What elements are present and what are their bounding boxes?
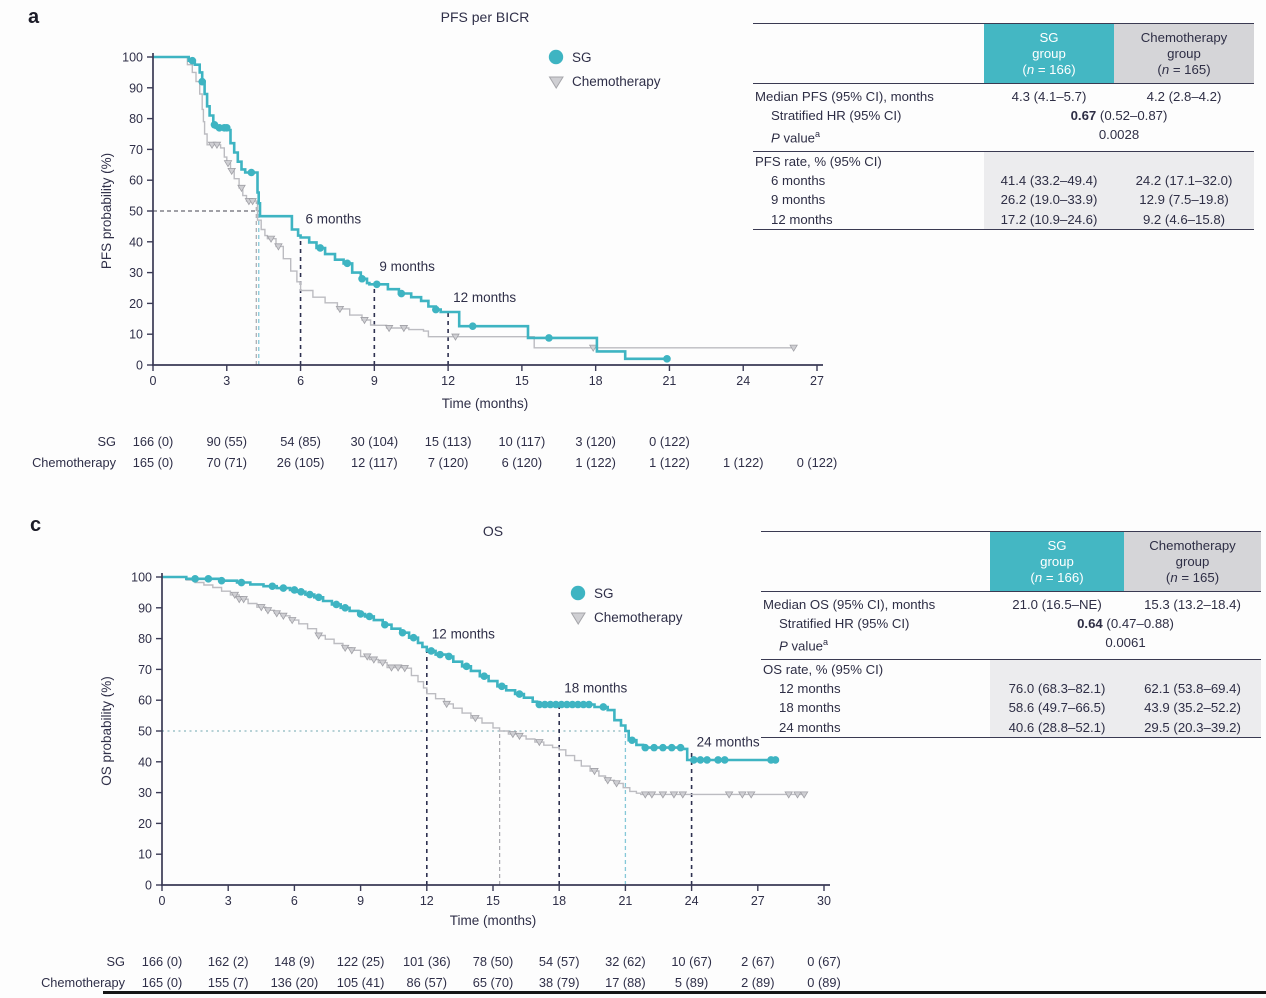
y-tick-label: 30 [129, 266, 143, 281]
rate-row-chemo: 24.2 (17.1–32.0) [1114, 171, 1254, 190]
empty-header-cell [761, 532, 990, 591]
at-risk-row-label: Chemotherapy [41, 975, 125, 990]
stratified-hr-value: 0.64 (0.47–0.88) [1077, 616, 1174, 632]
at-risk-value: 162 (2) [207, 954, 249, 969]
panel-a-svg [0, 0, 880, 482]
at-risk-value: 86 (57) [406, 975, 448, 990]
rate-row-sg: 58.6 (49.7–66.5) [990, 698, 1124, 717]
at-risk-value: 6 (120) [501, 455, 543, 470]
sg-censor-mark [358, 275, 366, 283]
at-risk-value: 165 (0) [132, 455, 174, 470]
rate-row-chemo: 62.1 (53.8–69.4) [1124, 679, 1261, 698]
x-tick-label: 9 [370, 374, 378, 388]
sg-censor-mark [357, 610, 365, 618]
chart-title: OS [482, 523, 504, 539]
y-axis-label: OS probability (%) [99, 676, 114, 786]
y-tick-label: 100 [131, 570, 152, 585]
at-risk-row-label: SG [97, 434, 116, 449]
sg-censor-mark [772, 756, 780, 764]
y-tick-label: 0 [136, 358, 143, 373]
sg-censor-mark [432, 306, 440, 314]
median-pfs-chemo-value: 4.2 (2.8–4.2) [1146, 89, 1222, 104]
p-value: 0.0028 [1098, 127, 1140, 143]
sg-censor-mark [366, 613, 374, 621]
sg-censor-mark [714, 756, 722, 764]
rate-row-label: 6 months [771, 173, 826, 189]
at-risk-value: 90 (55) [206, 434, 248, 449]
x-tick-label: 12 [441, 374, 456, 388]
legend-sg-label: SG [572, 50, 592, 65]
x-tick-label: 15 [486, 894, 500, 908]
sg-censor-mark [445, 653, 453, 661]
at-risk-value: 101 (36) [402, 954, 451, 969]
at-risk-value: 0 (67) [807, 954, 841, 969]
at-risk-row-label: SG [106, 954, 125, 969]
x-tick-label: 24 [684, 894, 699, 908]
at-risk-value: 1 (122) [722, 455, 764, 470]
x-axis-label: Time (months) [441, 396, 529, 411]
sg-censor-mark [316, 244, 324, 252]
y-tick-label: 10 [129, 327, 143, 342]
chemo-group-header: Chemotherapy group (n = 165) [1114, 24, 1254, 83]
y-tick-label: 80 [138, 632, 152, 647]
panel-c-svg [0, 505, 880, 998]
sg-censor-mark [721, 756, 729, 764]
sg-censor-mark [218, 577, 226, 585]
x-tick-label: 12 [419, 894, 434, 908]
at-risk-value: 12 (117) [350, 455, 398, 470]
y-tick-label: 20 [138, 816, 152, 831]
x-tick-label: 3 [223, 374, 231, 388]
y-tick-label: 10 [138, 847, 152, 862]
x-tick-label: 27 [810, 374, 824, 388]
sg-censor-mark [697, 756, 705, 764]
x-tick-label: 6 [290, 894, 298, 908]
p-value: 0.0061 [1105, 635, 1146, 651]
sg-censor-mark [427, 647, 435, 655]
sg-censor-mark [600, 703, 608, 711]
sg-censor-mark [480, 672, 488, 680]
os-rate-section-label: OS rate, % (95% CI) [763, 662, 884, 677]
rate-row-chemo: 9.2 (4.6–15.8) [1114, 210, 1254, 229]
sg-censor-mark [333, 601, 341, 609]
chart-title: PFS per BICR [440, 9, 530, 25]
pfs-stats-table [753, 23, 1254, 230]
sg-censor-mark [297, 588, 305, 596]
y-tick-label: 50 [138, 724, 152, 739]
x-tick-label: 0 [158, 894, 166, 908]
x-tick-label: 3 [224, 894, 232, 908]
annotation-24-months: 24 months [696, 734, 760, 750]
y-tick-label: 30 [138, 786, 152, 801]
y-tick-label: 60 [138, 693, 152, 708]
sg-censor-mark [585, 701, 593, 709]
sg-censor-mark [238, 579, 246, 587]
at-risk-value: 0 (89) [807, 975, 841, 990]
sg-censor-mark [641, 744, 649, 752]
sg-censor-mark [341, 604, 349, 612]
at-risk-value: 165 (0) [141, 975, 183, 990]
legend-chemo-label: Chemotherapy [572, 74, 661, 89]
annotation-18-months: 18 months [564, 680, 628, 696]
legend-sg-circle-icon [549, 50, 563, 64]
sg-censor-mark [628, 736, 636, 744]
median-os-sg-value: 21.0 (16.5–NE) [1012, 597, 1102, 612]
at-risk-value: 26 (105) [276, 455, 325, 470]
y-tick-label: 70 [129, 142, 143, 157]
at-risk-value: 105 (41) [336, 975, 385, 990]
sg-censor-mark [291, 586, 299, 594]
at-risk-value: 15 (113) [424, 434, 472, 449]
stratified-hr-label: Stratified HR (95% CI) [771, 108, 902, 124]
at-risk-value: 2 (67) [741, 954, 775, 969]
at-risk-value: 17 (88) [605, 975, 646, 990]
at-risk-value: 30 (104) [350, 434, 399, 449]
sg-censor-mark [703, 756, 711, 764]
sg-censor-mark [668, 744, 676, 752]
rate-row-sg: 40.6 (28.8–52.1) [990, 718, 1124, 737]
sg-censor-mark [463, 663, 471, 671]
rate-row-chemo: 43.9 (35.2–52.2) [1124, 698, 1261, 717]
at-risk-value: 7 (120) [427, 455, 469, 470]
at-risk-value: 3 (120) [575, 434, 616, 449]
at-risk-value: 1 (122) [575, 455, 616, 470]
legend-chemo-triangle-icon [550, 77, 564, 88]
sg-censor-mark [650, 744, 658, 752]
at-risk-value: 0 (122) [796, 455, 838, 470]
rate-row-label: 24 months [779, 719, 841, 735]
sg-censor-mark [545, 334, 553, 342]
y-tick-label: 90 [129, 81, 143, 96]
x-tick-label: 21 [618, 894, 633, 908]
at-risk-value: 0 (122) [649, 434, 690, 449]
at-risk-value: 166 (0) [141, 954, 183, 969]
y-tick-label: 40 [138, 755, 152, 770]
figure-bottom-rule [103, 991, 1266, 994]
at-risk-value: 122 (25) [336, 954, 385, 969]
x-tick-label: 30 [817, 894, 831, 908]
os-stats-table [761, 531, 1261, 738]
rate-row-label: 12 months [779, 681, 841, 697]
sg-censor-mark [269, 582, 277, 590]
rate-row-sg: 76.0 (68.3–82.1) [990, 679, 1124, 698]
sg-censor-mark [663, 355, 671, 363]
x-tick-label: 18 [552, 894, 567, 908]
annotation-9-months: 9 months [379, 259, 435, 275]
x-tick-label: 15 [514, 374, 529, 388]
y-tick-label: 60 [129, 173, 143, 188]
rate-row-sg: 41.4 (33.2–49.4) [984, 171, 1114, 190]
at-risk-value: 38 (79) [538, 975, 580, 990]
panel-letter-a: a [28, 6, 40, 28]
sg-censor-mark [469, 322, 477, 330]
at-risk-value: 70 (71) [206, 455, 248, 470]
sg-censor-mark [191, 575, 199, 583]
at-risk-row-label: Chemotherapy [32, 455, 116, 470]
annotation-12-months: 12 months [431, 626, 495, 642]
pfs-rate-section-label: PFS rate, % (95% CI) [755, 154, 882, 169]
y-axis-label: PFS probability (%) [99, 152, 114, 270]
sg-censor-mark [398, 290, 406, 298]
p-value-label: P value$^a$ [771, 129, 821, 146]
y-tick-label: 40 [129, 235, 143, 250]
sg-censor-mark [189, 57, 197, 65]
rate-row-label: 9 months [771, 192, 826, 208]
sg-km-curve [153, 57, 668, 359]
stratified-hr-label: Stratified HR (95% CI) [779, 616, 910, 632]
sg-censor-mark [659, 744, 667, 752]
sg-censor-mark [205, 575, 213, 583]
annotation-6-months: 6 months [305, 211, 362, 227]
legend-chemo-label: Chemotherapy [594, 610, 683, 625]
x-tick-label: 9 [357, 894, 365, 908]
at-risk-value: 65 (70) [472, 975, 514, 990]
annotation-12-months: 12 months [453, 289, 517, 305]
x-axis-label: Time (months) [449, 913, 537, 928]
rate-row-chemo: 12.9 (7.5–19.8) [1114, 190, 1254, 209]
median-pfs-label: Median PFS (95% CI), months [755, 89, 934, 104]
x-tick-label: 0 [149, 374, 157, 388]
sg-censor-mark [315, 594, 323, 602]
sg-censor-mark [280, 584, 288, 592]
chemo-group-header: Chemotherapy group (n = 165) [1124, 532, 1261, 591]
y-tick-label: 0 [145, 878, 152, 893]
median-os-chemo-value: 15.3 (13.2–18.4) [1144, 597, 1241, 612]
x-tick-label: 6 [297, 374, 305, 388]
sg-censor-mark [343, 260, 351, 268]
x-tick-label: 18 [588, 374, 603, 388]
at-risk-value: 10 (67) [671, 954, 712, 969]
y-tick-label: 50 [129, 204, 143, 219]
y-tick-label: 90 [138, 601, 152, 616]
median-pfs-sg-value: 4.3 (4.1–5.7) [1011, 89, 1087, 104]
at-risk-value: 32 (62) [605, 954, 646, 969]
x-tick-label: 21 [662, 374, 677, 388]
rate-row-sg: 26.2 (19.0–33.9) [984, 190, 1114, 209]
at-risk-value: 1 (122) [649, 455, 690, 470]
sg-censor-mark [223, 124, 231, 132]
x-tick-label: 27 [750, 894, 765, 908]
sg-censor-mark [677, 744, 685, 752]
sg-censor-mark [373, 281, 381, 289]
at-risk-value: 155 (7) [207, 975, 249, 990]
stratified-hr-value: 0.67 (0.52–0.87) [1070, 108, 1168, 124]
legend-sg-circle-icon [571, 586, 585, 600]
y-tick-label: 70 [138, 662, 152, 677]
sg-censor-mark [198, 78, 206, 86]
legend-chemo-triangle-icon [572, 613, 586, 624]
at-risk-value: 136 (20) [270, 975, 319, 990]
sg-censor-mark [248, 169, 256, 177]
at-risk-value: 10 (117) [498, 434, 546, 449]
sg-censor-mark [690, 756, 698, 764]
at-risk-value: 54 (57) [538, 954, 580, 969]
rate-row-sg: 17.2 (10.9–24.6) [984, 210, 1114, 229]
median-os-label: Median OS (95% CI), months [763, 597, 936, 612]
sg-censor-mark [436, 651, 444, 659]
x-tick-label: 24 [736, 374, 751, 388]
at-risk-value: 166 (0) [132, 434, 174, 449]
rate-row-chemo: 29.5 (20.3–39.2) [1124, 718, 1261, 737]
y-tick-label: 100 [122, 50, 143, 65]
empty-header-cell [753, 24, 984, 83]
panel-letter-c: c [30, 514, 42, 536]
at-risk-value: 148 (9) [274, 954, 315, 969]
rate-row-label: 12 months [771, 211, 833, 227]
at-risk-value: 54 (85) [280, 434, 321, 449]
sg-censor-mark [516, 690, 524, 698]
sg-censor-mark [498, 683, 506, 691]
sg-group-header: SG group (n = 166) [990, 532, 1124, 591]
legend-sg-label: SG [594, 586, 614, 601]
rate-row-label: 18 months [779, 700, 841, 716]
sg-censor-mark [381, 621, 389, 629]
sg-censor-mark [399, 629, 407, 637]
at-risk-value: 78 (50) [472, 954, 514, 969]
at-risk-value: 2 (89) [741, 975, 775, 990]
y-tick-label: 80 [129, 112, 143, 127]
y-tick-label: 20 [129, 296, 143, 311]
at-risk-value: 5 (89) [674, 975, 709, 990]
sg-censor-mark [410, 634, 418, 642]
sg-censor-mark [306, 591, 314, 599]
p-value-label: P value$^a$ [779, 637, 829, 654]
sg-group-header: SG group (n = 166) [984, 24, 1114, 83]
